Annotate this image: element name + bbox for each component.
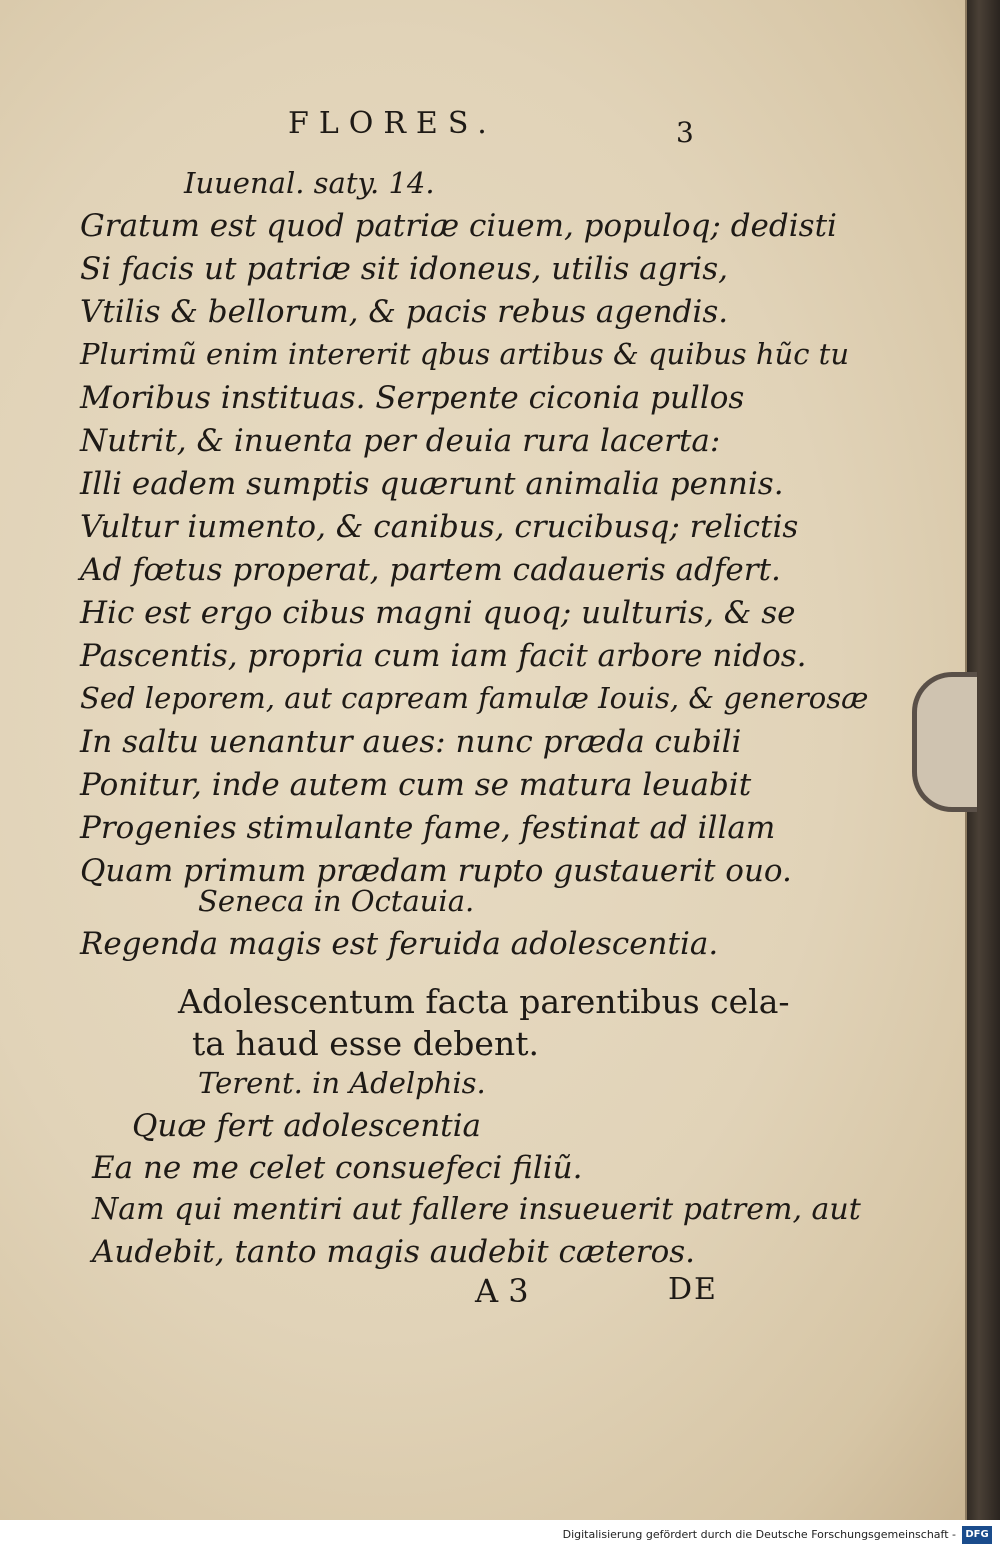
verse-line: Vultur iumento, & canibus, crucibusq; relictis <box>80 509 799 545</box>
verse-line: Ad fœtus properat, partem cadaueris adfert. <box>80 552 781 588</box>
page-clip <box>912 672 977 812</box>
verse-line: Moribus instituas. Serpente ciconia pullos <box>80 380 745 416</box>
credit-text: Digitalisierung gefördert durch die Deutsche Forschungsgemeinschaft - <box>562 1528 956 1541</box>
verse-line: Nutrit, & inuenta per deuia rura lacerta: <box>80 423 721 459</box>
verse-line: Regenda magis est feruida adolescentia. <box>80 926 719 962</box>
verse-line: Audebit, tanto magis audebit cæteros. <box>92 1234 696 1270</box>
section-heading-juvenal: Iuuenal. saty. 14. <box>184 166 435 200</box>
verse-line: Illi eadem sumptis quærunt animalia pennis. <box>80 466 784 502</box>
dfg-logo-icon: DFG <box>962 1526 992 1544</box>
verse-line: Sed leporem, aut capream famulæ Iouis, & generosæ <box>80 681 869 715</box>
verse-line: Vtilis & bellorum, & pacis rebus agendis. <box>80 294 729 330</box>
section-heading-terence: Terent. in Adelphis. <box>198 1066 486 1100</box>
maxim-line-1: Adolescentum facta parentibus cela- <box>178 982 790 1021</box>
verse-line: Progenies stimulante fame, festinat ad illam <box>80 810 776 846</box>
credit-bar <box>0 1520 1000 1552</box>
verse-line: Quam primum prædam rupto gustauerit ouo. <box>80 853 792 889</box>
verse-line: Nam qui mentiri aut fallere insueuerit patrem, aut <box>92 1192 861 1227</box>
verse-line: Ponitur, inde autem cum se matura leuabit <box>80 767 752 803</box>
signature-mark: A 3 <box>475 1272 529 1310</box>
maxim-line-2: ta haud esse debent. <box>192 1024 539 1063</box>
page-number: 3 <box>676 116 694 149</box>
verse-line: Plurimũ enim intererit qbus artibus & quibus hũc tu <box>80 337 849 371</box>
verse-line: Hic est ergo cibus magni quoq; uulturis, & se <box>80 595 796 631</box>
verse-line: Gratum est quod patriæ ciuem, populoq; dedisti <box>80 208 837 244</box>
verse-line: Si facis ut patriæ sit idoneus, utilis agris, <box>80 251 728 287</box>
verse-line: Quæ fert adolescentia <box>132 1108 482 1144</box>
verse-line: In saltu uenantur aues: nunc præda cubili <box>80 724 742 760</box>
running-title: FLORES. <box>288 106 497 141</box>
verse-line: Pascentis, propria cum iam facit arbore nidos. <box>80 638 807 674</box>
verse-line: Ea ne me celet consuefeci filiũ. <box>92 1150 583 1186</box>
section-heading-seneca: Seneca in Octauia. <box>198 884 475 918</box>
catchword: DE <box>668 1272 718 1307</box>
